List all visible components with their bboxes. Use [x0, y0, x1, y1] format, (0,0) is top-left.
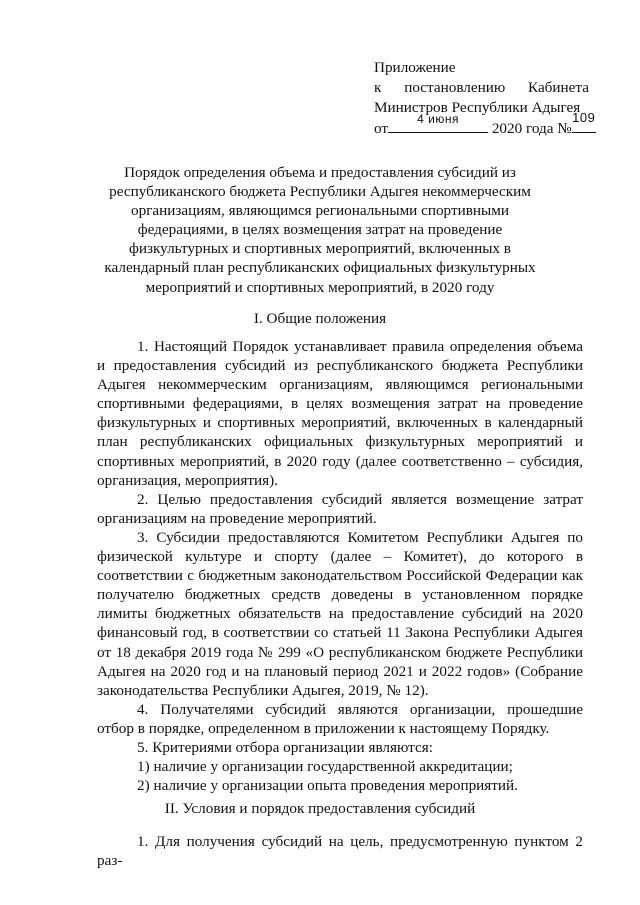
appendix-line-3: Министров Республики Адыгея [374, 99, 581, 116]
appendix-word-k: к [374, 79, 382, 96]
section-2-paragraph-1: 1. Для получения субсидий на цель, предусмотренную пунктом 2 раз- [97, 833, 583, 870]
appendix-line-1: Приложение [374, 59, 456, 76]
section-1-body [97, 337, 583, 795]
paragraph-3: 3. Субсидии предоставляются Комитетом Республики Адыгея по физической культуре и спорту (далее – Комитет), до которого в соответствии с бюджетным законодательством Российской Федерации как получателю бюджетных средств доведены в установленном порядке лимиты бюджетных обязательств на предоставление субсидий на 2020 финансовый год, в соответствии со статьей 11 Закона Республики Адыгея от 18 декабря 2019 года № 299 «О республиканском бюджете Республики Адыгея на 2020 год и на плановый период 2021 и 2022 годов» (Собрание законодательства Республики Адыгея, 2019, № 12). [97, 528, 583, 699]
paragraph-2: 2. Целью предоставления субсидий является возмещение затрат организациям на проведение мероприятий. [97, 490, 583, 527]
paragraph-4: 4. Получателями субсидий являются организации, прошедшие отбор в порядке, определенном в приложении к настоящему Порядку. [97, 700, 583, 737]
section-2-body [97, 832, 583, 870]
from-label: от [374, 120, 389, 137]
appendix-word-resolution: постановлению [404, 79, 506, 96]
appendix-word-cabinet: Кабинета [528, 79, 589, 96]
appendix-header [374, 58, 596, 139]
year-text: 2020 года № [491, 120, 572, 137]
paragraph-1: 1. Настоящий Порядок устанавливает правила определения объема и предоставления субсидий из республиканского бюджета Республики Адыгея некоммерческим организациям, являющимся региональными спортивными федерациями, в целях возмещения затрат на проведение физкультурных и спортивных мероприятий, включенных в календарный план республиканских официальных физкультурных мероприятий и спортивных мероприятий, в 2020 году (далее соответственно – субсидия, организация, мероприятия). [97, 338, 583, 489]
appendix-line-2 [374, 78, 589, 98]
section-2-heading: II. Условия и порядок предоставления субсидий [164, 800, 476, 817]
paragraph-7: 2) наличие у организации опыта проведения мероприятий. [137, 777, 518, 795]
handwritten-number: 109 [572, 110, 596, 125]
section-1-heading: I. Общие положения [253, 310, 387, 327]
date-blank [388, 112, 488, 133]
appendix-line-4 [374, 110, 596, 139]
paragraph-5: 5. Критериями отбора организации являются: [137, 738, 433, 756]
handwritten-date: 4 июня [417, 112, 459, 126]
paragraph-6: 1) наличие у организации государственной аккредитации; [137, 758, 513, 776]
document-title: Порядок определения объема и предоставления субсидий из республиканского бюджета Республики Адыгея некоммерческим организациям, являющимся региональными спортивными федерациями, в целях возмещения затрат на проведение физкультурных и спортивных мероприятий, включенных в календарный план республиканских официальных физкультурных мероприятий и спортивных мероприятий, в 2020 году [104, 164, 536, 296]
number-blank [572, 110, 596, 133]
